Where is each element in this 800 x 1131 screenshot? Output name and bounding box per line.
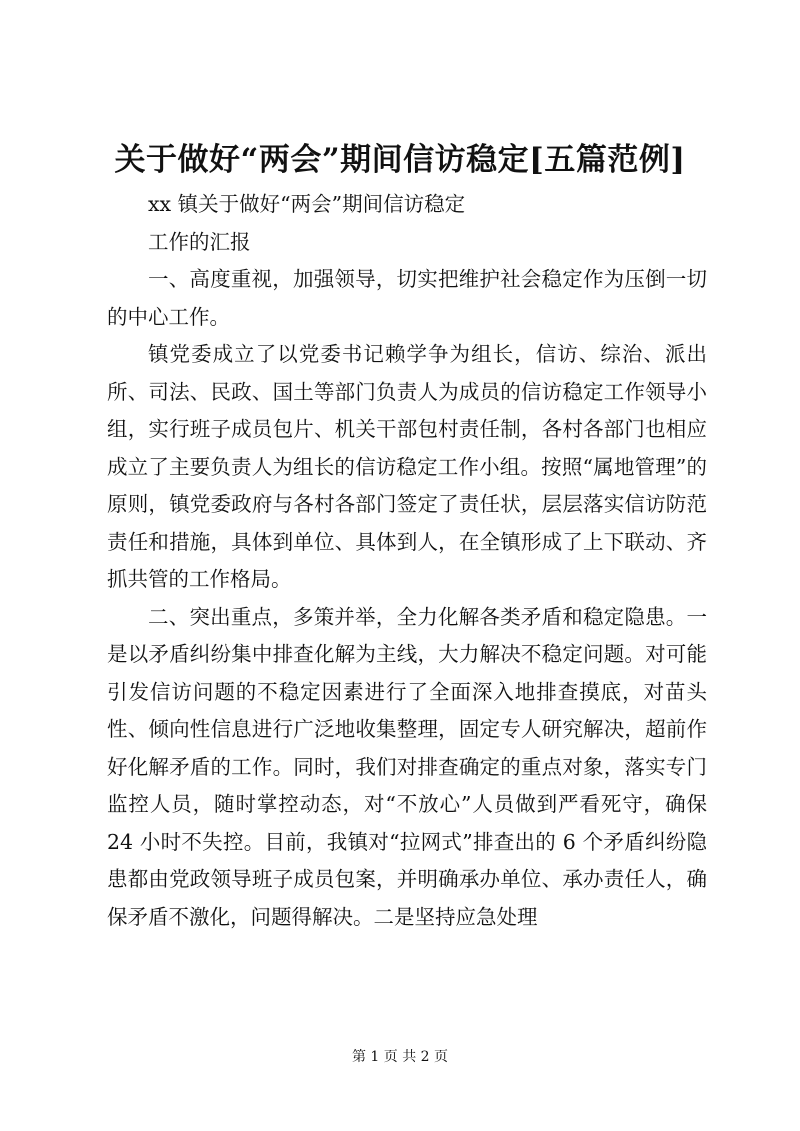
paragraph-subtitle-line-1: xx 镇关于做好“两会”期间信访稳定 — [148, 192, 466, 216]
page-footer — [0, 1047, 800, 1067]
document-title: 关于做好“两会”期间信访稳定[五篇范例] — [114, 142, 686, 178]
paragraph-subtitle-line-2: 工作的汇报 — [148, 229, 251, 254]
document-body — [107, 186, 707, 936]
paragraph-section-2: 二、突出重点，多策并举，全力化解各类矛盾和稳定隐患。一是以矛盾纠纷集中排查化解为主线，大力解决不稳定问题。对可能引发信访问题的不稳定因素进行了全面深入地排查摸底，对苗头性、倾向性信息进行广泛地收集整理，固定专人研究解决，超前作好化解矛盾的工作。同时，我们对排查确定的重点对象，落实专门监控人员，随时掌控动态，对“不放心”人员做到严看死守，确保 24 小时不失控。目前，我镇对“拉网式”排查出的 6 个矛盾纠纷隐患都由党政领导班子成员包案，并明确承办单位、承办责任人，确保矛盾不激化，问题得解决。二是坚持应急处理 — [107, 604, 707, 929]
paragraph-section-1-heading: 一、高度重视，加强领导，切实把维护社会稳定作为压倒一切的中心工作。 — [107, 267, 707, 329]
paragraph-section-1-body: 镇党委成立了以党委书记赖学争为组长，信访、综治、派出所、司法、民政、国土等部门负责人为成员的信访稳定工作领导小组，实行班子成员包片、机关干部包村责任制，各村各部门也相应成立了主要负责人为组长的信访稳定工作小组。按照“属地管理”的原则，镇党委政府与各村各部门签定了责任状，层层落实信访防范责任和措施，具体到单位、具体到人，在全镇形成了上下联动、齐抓共管的工作格局。 — [107, 342, 707, 591]
page-number: 第 1 页 共 2 页 — [351, 1049, 449, 1065]
